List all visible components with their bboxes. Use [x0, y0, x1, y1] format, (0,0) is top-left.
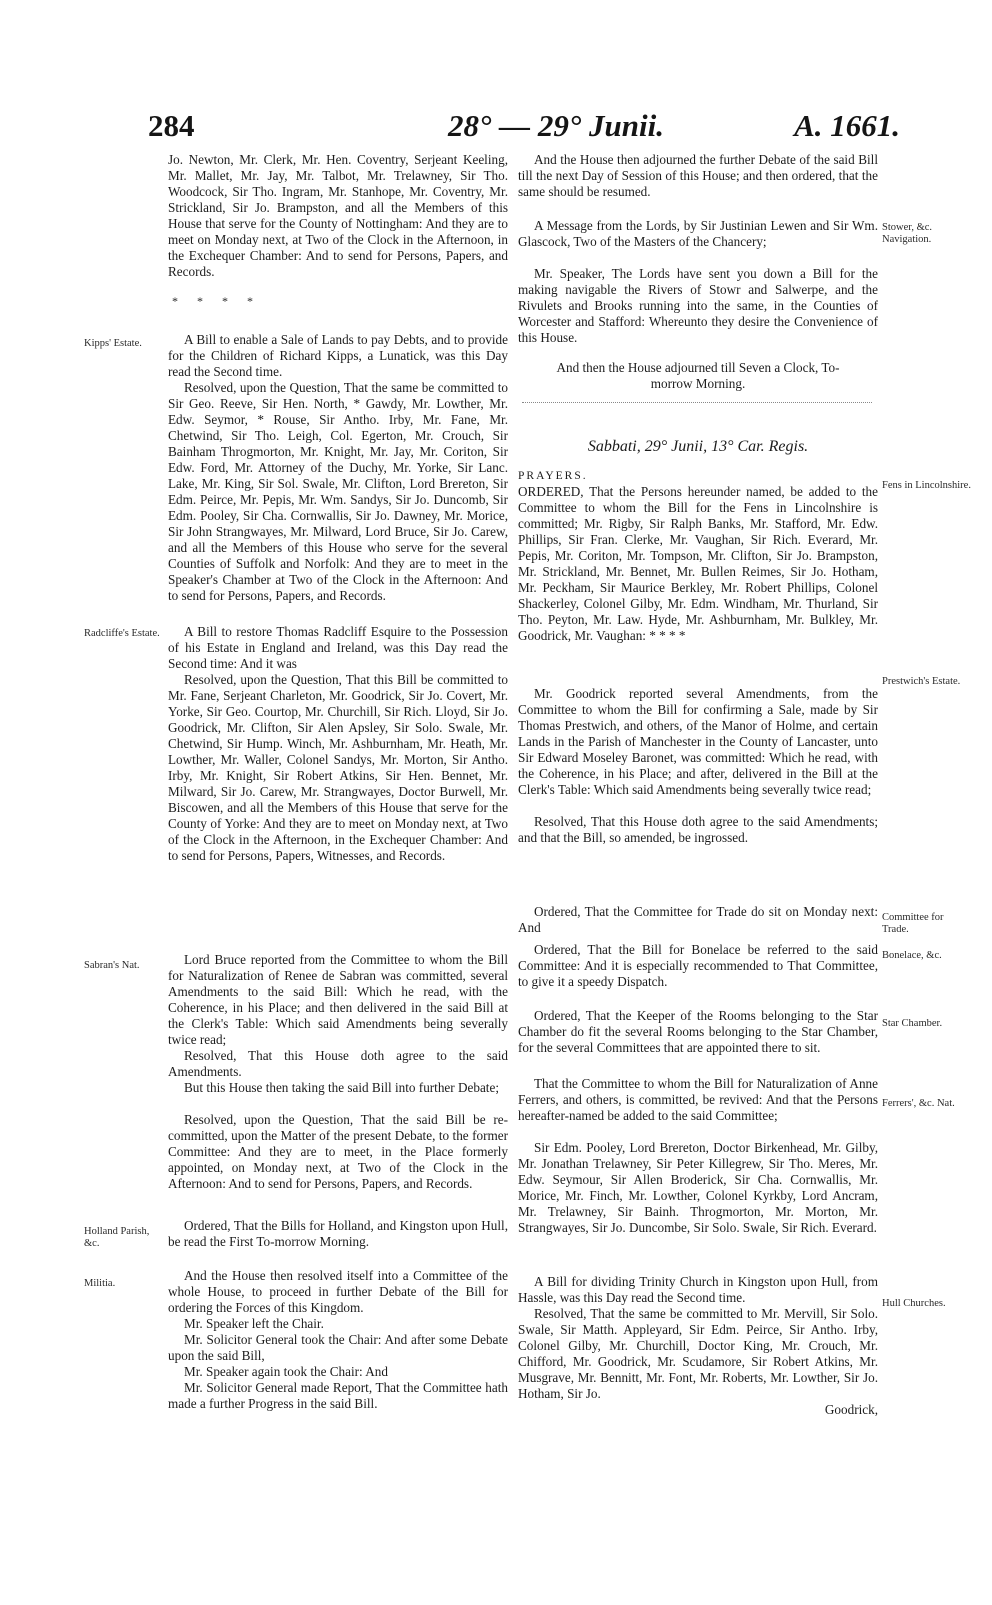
paragraph: Lord Bruce reported from the Committee to whom the Bill for Naturalization of Renee de Sabran was committed, several Amendments to the said Bill: Which he read, with the Coherence, in his Place; and then delivered in the said Bill at the Clerk's Table: Which said Amendments being severally twice read; — [168, 952, 508, 1047]
left-section-sabran-report — [168, 952, 508, 1048]
left-section-sabran-resolved — [168, 1048, 508, 1080]
paragraph: Sir Edm. Pooley, Lord Brereton, Doctor Birkenhead, Mr. Gilby, Mr. Jonathan Trelawney, Sir Peter Killegrew, Sir Tho. Meres, Mr. Edw. Seymour, Sir Allen Broderick, Sir Cha. Cornwallis, Mr. Morice, Mr. Finch, Mr. Lowther, Colonel Kyrkby, Lord Ancram, Mr. Trelawney, Sir Bainh. Throgmorton, Mr. Morton, Mr. Strangwayes, Sir Jo. Duncombe, Sir Solo. Swale, Sir Rich. Everard. — [518, 1140, 878, 1235]
paragraph: Mr. Goodrick reported several Amendments, from the Committee to whom the Bill for confirming a Sale, made by Sir Thomas Prestwich, and others, of the Manor of Holme, and certain Lands in the Parish of Manchester in the County of Lancaster, unto Sir Edward Moseley Baronet, was committed: Which he read, with the Coherence, in his Place; and after, delivered in the Bill at the Clerk's Table: Which said Amendments being severally twice read; — [518, 686, 878, 797]
left-section-solicitor-chair — [168, 1332, 508, 1364]
paragraph: A Message from the Lords, by Sir Justinian Lewen and Sir Wm. Glascock, Two of the Masters of the Chancery; — [518, 218, 878, 249]
paragraph: Resolved, That this House doth agree to the said Amendments; and that the Bill, so amended, be ingrossed. — [518, 814, 878, 845]
paragraph: Ordered, That the Keeper of the Rooms belonging to the Star Chamber do fit the several Rooms belonging to the Star Chamber, for the several Committees that are appointed there to sit. — [518, 1008, 878, 1055]
margin-note-militia: Militia. — [84, 1278, 116, 1289]
margin-note-prestwich: Prestwich's Estate. — [882, 676, 961, 687]
paragraph: Resolved, That this House doth agree to the said Amendments. — [168, 1048, 508, 1079]
ornament-stars: * * * * — [172, 294, 261, 308]
paragraph: Ordered, That the Bill for Bonelace be referred to the said Committee: And it is especially recommended to That Committee, to give it a speedy Dispatch. — [518, 942, 878, 989]
left-section-holland — [168, 1218, 508, 1252]
paragraph: Resolved, That the same be committed to Mr. Mervill, Sir Solo. Swale, Sir Matth. Appleyard, Sir Edm. Peirce, Sir Antho. Irby, Colonel Gilby, Mr. Churchill, Doctor King, Mr. Crouch, Mr. Chifford, Mr. Goodrick, Mr. Scudamore, Sir Robert Atkins, Mr. Musgrave, Mr. Bennitt, Mr. Font, Mr. Roberts, Mr. Lowther, Sir Jo. Hotham, Sir Jo. — [518, 1306, 878, 1401]
margin-note-hull: Hull Churches. — [882, 1298, 946, 1309]
catchword — [518, 1402, 878, 1418]
paragraph: Ordered, That the Bills for Holland, and Kingston upon Hull, be read the First To-morrow Morning. — [168, 1218, 508, 1249]
left-section-sabran-recommit — [168, 1112, 508, 1208]
right-section-adjourn — [548, 360, 848, 392]
page-number: 284 — [148, 108, 195, 143]
right-section-prestwich-report — [518, 686, 878, 814]
left-section-kipps-committee — [168, 380, 508, 636]
right-section-ferrers — [518, 1076, 878, 1140]
margin-note-kipps: Kipps' Estate. — [84, 338, 142, 349]
right-section-lords-bill — [518, 266, 878, 346]
paragraph: Mr. Speaker left the Chair. — [184, 1316, 324, 1331]
paragraph: A Bill for dividing Trinity Church in Kingston upon Hull, from Hassle, was this Day read the Second time. — [518, 1274, 878, 1305]
paragraph: But this House then taking the said Bill into further Debate; — [184, 1080, 499, 1095]
margin-note-radcliffe: Radcliffe's Estate. — [84, 628, 160, 639]
paragraph: ORDERED, That the Persons hereunder named, be added to the Committee to whom the Bill for the Fens in Lincolnshire is committed; Mr. Rigby, Sir Ralph Banks, Mr. Stafford, Mr. Edw. Phillips, Sir Fran. Clerke, Mr. Vaughan, Sir Rich. Everard, Mr. Pepis, Mr. Coriton, Mr. Tompson, Mr. Clifton, Sir Jo. Brampston, Mr. Strickland, Mr. Bennet, Mr. Bullen Reimes, Sir Jo. Hotham, Mr. Peckham, Sir Maurice Berkley, Mr. Robert Phillips, Colonel Shackerley, Colonel Gilby, Mr. Edm. Windham, Mr. Thurland, Sir Tho. Peyton, Mr. Law. Hyde, Mr. Ashburnham, Mr. Bulkley, Mr. Goodrick, Mr. Vaughan: * * * * — [518, 484, 878, 643]
paragraph: And then the House adjourned till Seven a Clock, To-morrow Morning. — [556, 360, 840, 391]
left-section-kipps-bill — [168, 332, 508, 380]
margin-note-fens: Fens in Lincolnshire. — [882, 480, 971, 491]
right-section-ferrers-names — [518, 1140, 878, 1252]
paragraph: A Bill to restore Thomas Radcliff Esquire to the Possession of his Estate in England and Ireland, was this Day read the Second time: And it was — [168, 624, 508, 671]
right-section-hull-committee — [518, 1306, 878, 1402]
page-year: A. 1661. — [794, 108, 900, 143]
right-section-star-chamber — [518, 1008, 878, 1056]
margin-note-holland: Holland Parish, &c. — [84, 1226, 150, 1249]
margin-note-sabran: Sabran's Nat. — [84, 960, 140, 971]
margin-note-trade: Committee for Trade. — [882, 912, 944, 935]
paragraph: Resolved, upon the Question, That this Bill be committed to Mr. Fane, Serjeant Charleton, Mr. Goodrick, Sir Jo. Covert, Mr. Yorke, Sir Geo. Courtop, Mr. Churchill, Sir Rich. Lloyd, Sir Jo. Goodrick, Mr. Clifton, Sir Alen Apsley, Sir Solo. Swale, Mr. Chetwind, Sir Hump. Winch, Mr. Ashburnham, Mr. Heath, Mr. Lowther, Mr. Waller, Colonel Sandys, Mr. Morton, Sir Antho. Irby, Mr. Knight, Sir Robert Atkins, Sir Hen. Bennet, Mr. Milward, Sir Jo. Carew, Mr. Strangwayes, Doctor Burwell, Mr. Biscowen, and all the Members of this House that serve for the County of Yorke: And they are to meet on Monday next, at Two of the Clock in the Afternoon, in the Exchequer Chamber: And to send for Persons, Papers, Witnesses, and Records. — [168, 672, 508, 863]
paragraph: Resolved, upon the Question, That the said Bill be re-committed, upon the Matter of the present Debate, to the former Committee: And they are to meet, in the Place formerly appointed, on Monday next, at Two of the Clock in the Afternoon: And to send for Persons, Papers, and Records. — [168, 1112, 508, 1191]
left-section-report — [168, 1380, 508, 1414]
margin-note-bonelace: Bonelace, &c. — [882, 950, 942, 961]
paragraph: Jo. Newton, Mr. Clerk, Mr. Hen. Coventry, Serjeant Keeling, Mr. Mallet, Mr. Jay, Mr. Talbot, Mr. Trelawney, Sir Tho. Woodcock, Sir Tho. Ingram, Mr. Stanhope, Mr. Coventry, Mr. Strickland, Sir Jo. Brampston, and all the Members of this House that serve for the County of Nottingham: And they are to meet on Monday next, at Two of the Clock in the Afternoon, in the Exchequer Chamber: And to send for Persons, Papers, and Records. — [168, 152, 508, 279]
margin-note-star-chamber: Star Chamber. — [882, 1018, 943, 1029]
margin-note-ferrers: Ferrers', &c. Nat. — [882, 1098, 955, 1109]
left-section-radcliffe-committee — [168, 672, 508, 944]
paragraph: Mr. Speaker, The Lords have sent you down a Bill for the making navigable the Rivers of Stowr and Salwerpe, and the Rivulets and Brooks running into the same, in the Counties of Worcester and Stafford: Whereunto they desire the Convenience of this House. — [518, 266, 878, 345]
left-section-militia — [168, 1268, 508, 1316]
right-section-bonelace — [518, 942, 878, 990]
catchword-text: Goodrick, — [824, 1402, 878, 1417]
left-section-sabran-debate — [168, 1080, 508, 1112]
prayers-heading: PRAYERS. — [518, 470, 588, 482]
right-section-prestwich-resolved — [518, 814, 878, 862]
paragraph: Resolved, upon the Question, That the same be committed to Sir Geo. Reeve, Sir Hen. North, * Gawdy, Mr. Lowther, Mr. Edw. Seymor, * Rouse, Sir Antho. Irby, Mr. Fane, Mr. Chetwind, Sir Tho. Leigh, Col. Egerton, Mr. Crouch, Sir Bainham Throgmorton, Mr. Knight, Mr. Jay, Mr. Coriton, Sir Edw. Ford, Mr. Attorney of the Duchy, Mr. Yorke, Sir Lanc. Lake, Mr. King, Sir Sol. Swale, Mr. Clifton, Lord Brereton, Sir Edm. Peirce, Mr. Pepis, Mr. Wm. Sandys, Sir Jo. Duncomb, Sir Edm. Pooley, Sir Cha. Cornwallis, Sir Jo. Dawney, Mr. Morice, Sir John Strangwayes, Mr. Milward, Lord Bruce, Sir Jo. Carew, and all the Members of this House who serve for the several Counties of Suffolk and Norfolk: And they are to meet in the Speaker's Chamber at Two of the Clock in the Afternoon: And to send for Persons, Papers, and Records. — [168, 380, 508, 603]
right-section-trade — [518, 904, 878, 936]
right-section-hull-bill — [518, 1274, 878, 1306]
paragraph: And the House then resolved itself into a Committee of the whole House, to proceed in further Debate of the Bill for ordering the Forces of this Kingdom. — [168, 1268, 508, 1315]
right-section-adjourn-debate — [518, 152, 878, 200]
paragraph: And the House then adjourned the further Debate of the said Bill till the next Day of Session of this House; and then ordered, that the same should be resumed. — [518, 152, 878, 199]
paragraph: Ordered, That the Committee for Trade do sit on Monday next: And — [518, 904, 878, 935]
left-section-radcliffe-bill — [168, 624, 508, 672]
paragraph: Mr. Solicitor General made Report, That the Committee hath made a further Progress in the said Bill. — [168, 1380, 508, 1411]
right-section-fens — [518, 484, 878, 676]
margin-note-stower: Stower, &c. Navigation. — [882, 222, 933, 245]
left-section-nottingham — [168, 152, 508, 294]
paragraph: That the Committee to whom the Bill for Naturalization of Anne Ferrers, and others, is committed, be revived: And that the Persons hereafter-named be added to the said Committee; — [518, 1076, 878, 1123]
day-heading: Sabbati, 29° Junii, 13° Car. Regis. — [587, 438, 809, 455]
paragraph: A Bill to enable a Sale of Lands to pay Debts, and to provide for the Children of Richard Kipps, a Lunatick, was this Day read the Second time. — [168, 332, 508, 379]
left-section-speaker-again — [168, 1364, 508, 1380]
section-divider — [522, 402, 872, 403]
left-section-speaker-left — [168, 1316, 508, 1332]
page-header — [148, 108, 900, 152]
paragraph: Mr. Speaker again took the Chair: And — [184, 1364, 388, 1379]
right-section-lords-message — [518, 218, 878, 266]
page-date: 28° — 29° Junii. — [448, 108, 665, 143]
paragraph: Mr. Solicitor General took the Chair: And after some Debate upon the said Bill, — [168, 1332, 508, 1363]
